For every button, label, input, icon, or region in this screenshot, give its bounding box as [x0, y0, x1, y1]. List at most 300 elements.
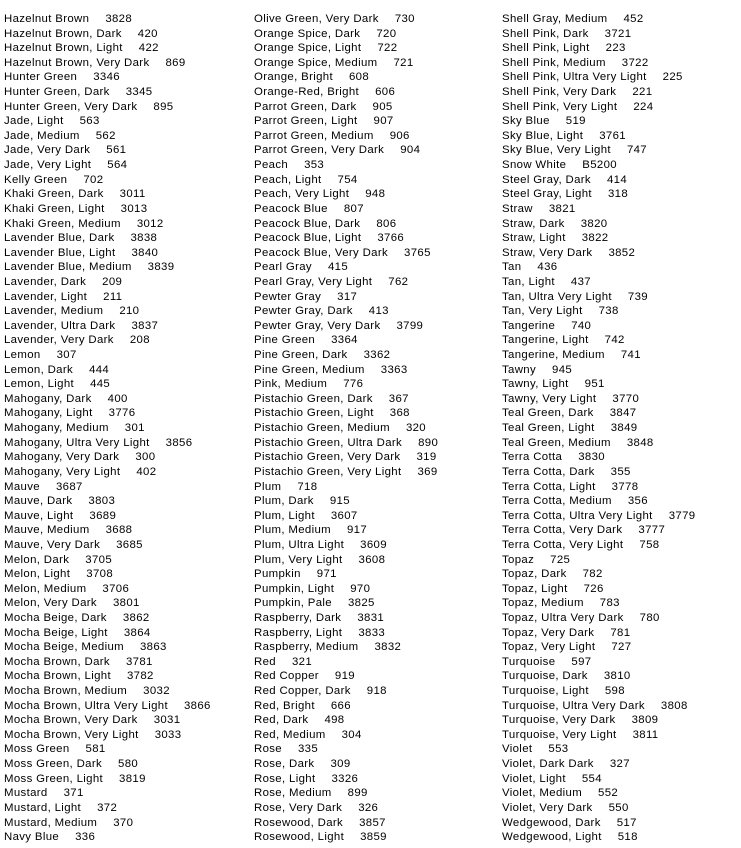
list-item	[254, 626, 499, 641]
color-name: Pewter Gray	[254, 290, 322, 303]
color-name: Hunter Green, Dark	[4, 86, 110, 99]
list-item	[4, 465, 249, 480]
color-name: Tan, Very Light	[502, 305, 583, 318]
list-item	[4, 27, 249, 42]
list-item	[502, 684, 741, 699]
list-item	[254, 231, 499, 246]
list-item	[4, 187, 249, 202]
color-code: 210	[119, 305, 140, 318]
color-name: Melon, Medium	[4, 582, 87, 595]
color-code: 3705	[85, 553, 113, 566]
color-code: 415	[327, 261, 349, 274]
list-item	[4, 217, 249, 232]
color-name: Jade, Medium	[4, 129, 80, 142]
color-name: Melon, Light	[4, 568, 71, 581]
list-item	[254, 772, 499, 787]
color-name: Pearl Gray, Very Light	[254, 275, 373, 288]
list-item	[502, 290, 741, 305]
color-code: 951	[584, 378, 605, 391]
color-name: Terra Cotta, Light	[502, 480, 596, 493]
color-code: 740	[571, 319, 592, 332]
color-code: 3363	[380, 363, 408, 376]
list-item	[254, 129, 499, 144]
list-item	[502, 363, 741, 378]
color-code: 782	[582, 568, 603, 581]
color-name: Hazelnut Brown	[4, 13, 90, 25]
list-item	[254, 187, 499, 202]
color-code: 3689	[89, 509, 117, 522]
list-item	[254, 114, 499, 129]
color-name: Mahogany, Dark	[4, 392, 92, 405]
color-code: 597	[571, 655, 592, 668]
color-code: 758	[639, 538, 660, 551]
color-code: 519	[565, 115, 586, 128]
color-name: Teal Green, Dark	[502, 407, 594, 420]
list-item	[4, 173, 249, 188]
color-name: Lemon, Light	[4, 378, 75, 391]
list-item	[502, 669, 741, 684]
color-code: 3839	[147, 261, 175, 274]
list-item	[502, 319, 741, 334]
color-name: Plum	[254, 480, 282, 493]
color-code: 945	[552, 363, 573, 376]
color-name: Tawny, Very Light	[502, 392, 597, 405]
color-code: 309	[330, 758, 351, 771]
color-name: Tangerine	[502, 319, 556, 332]
color-name: Jade, Very Dark	[4, 144, 91, 157]
color-name: Mocha Brown, Light	[4, 670, 111, 683]
color-name: Mauve, Light	[4, 509, 74, 522]
color-code: 3840	[131, 246, 159, 259]
list-item	[254, 757, 499, 772]
color-name: Raspberry, Dark	[254, 611, 342, 624]
color-code: 970	[350, 582, 371, 595]
column-1	[4, 12, 249, 845]
color-code: 742	[604, 334, 625, 347]
color-code: 400	[107, 392, 128, 405]
color-code: 3809	[631, 714, 659, 727]
list-item	[4, 143, 249, 158]
list-item	[502, 728, 741, 743]
color-code: 3859	[360, 831, 387, 844]
color-code: 3687	[55, 480, 83, 493]
color-name: Red, Dark	[254, 714, 309, 727]
list-item	[502, 655, 741, 670]
color-code: 3866	[184, 699, 211, 712]
color-code: 3833	[358, 626, 386, 639]
color-name: Melon, Very Dark	[4, 597, 97, 610]
list-item	[254, 611, 499, 626]
color-name: Mocha Brown, Medium	[4, 685, 128, 698]
list-item	[254, 786, 499, 801]
color-code: 3770	[612, 392, 640, 405]
color-name: Terra Cotta, Ultra Very Light	[502, 509, 653, 522]
color-name: Lavender, Very Dark	[4, 334, 114, 347]
list-item	[502, 816, 741, 831]
list-item	[502, 27, 741, 42]
color-code: 3848	[626, 436, 654, 449]
color-code: 414	[606, 173, 628, 186]
list-item	[254, 246, 499, 261]
color-name: Mocha Beige, Dark	[4, 611, 107, 624]
color-code: 552	[598, 787, 619, 800]
color-code: 3766	[377, 232, 405, 245]
color-name: Red Copper	[254, 670, 319, 683]
list-item	[502, 114, 741, 129]
color-code: 3033	[154, 728, 182, 741]
list-item	[254, 699, 499, 714]
list-item	[4, 509, 249, 524]
list-item	[502, 801, 741, 816]
color-name: Turquoise, Dark	[502, 670, 588, 683]
list-item	[502, 742, 741, 757]
color-name: Lavender Blue, Light	[4, 246, 116, 259]
list-item	[254, 173, 499, 188]
color-name: Mustard, Medium	[4, 816, 98, 829]
color-code: 517	[616, 816, 637, 829]
list-item	[4, 12, 249, 27]
color-name: Straw, Light	[502, 232, 566, 245]
color-name: Peacock Blue	[254, 202, 328, 215]
color-code: 722	[377, 42, 398, 55]
color-code: 3782	[126, 670, 154, 683]
color-code: 781	[610, 626, 631, 639]
color-name: Pewter Gray, Very Dark	[254, 319, 381, 332]
list-item	[4, 304, 249, 319]
color-name: Peacock Blue, Dark	[254, 217, 361, 230]
color-code: 518	[617, 831, 638, 844]
color-code: 208	[129, 334, 150, 347]
color-code: 741	[620, 349, 641, 362]
color-code: 754	[337, 173, 358, 186]
color-name: Orange Spice, Light	[254, 42, 362, 55]
color-code: 561	[106, 144, 127, 157]
color-name: Shell Pink, Light	[502, 42, 590, 55]
list-item	[254, 421, 499, 436]
list-item	[254, 304, 499, 319]
color-code: 918	[366, 685, 387, 698]
list-item	[254, 333, 499, 348]
list-item	[502, 640, 741, 655]
list-item	[254, 260, 499, 275]
color-code: 307	[56, 349, 77, 362]
color-code: 367	[388, 392, 409, 405]
color-code: 3857	[359, 816, 386, 829]
color-name: Sky Blue	[502, 115, 550, 128]
color-code: 320	[405, 422, 426, 435]
list-item	[502, 553, 741, 568]
list-item	[502, 494, 741, 509]
color-code: 3837	[131, 319, 159, 332]
column-2	[254, 12, 499, 845]
list-item	[502, 246, 741, 261]
color-code: 562	[95, 129, 116, 142]
color-code: 444	[89, 363, 110, 376]
color-code: 3838	[130, 232, 158, 245]
color-code: 906	[389, 129, 410, 142]
list-item	[4, 582, 249, 597]
color-name: Pumpkin	[254, 568, 301, 581]
color-code: 3364	[331, 334, 358, 347]
color-code: 730	[394, 13, 415, 25]
color-name: Lavender Blue, Dark	[4, 232, 115, 245]
color-code: 895	[153, 100, 174, 113]
color-code: 762	[388, 275, 409, 288]
color-code: 3779	[668, 509, 696, 522]
color-code: 371	[63, 787, 84, 800]
list-item	[502, 538, 741, 553]
color-name: Pine Green	[254, 334, 316, 347]
color-name: Pine Green, Dark	[254, 349, 348, 362]
color-name: Steel Gray, Dark	[502, 173, 591, 186]
list-item	[4, 480, 249, 495]
list-item	[254, 56, 499, 71]
color-name: Pewter Gray, Dark	[254, 305, 353, 318]
color-code: 890	[418, 436, 439, 449]
color-name: Red, Medium	[254, 728, 326, 741]
color-code: 899	[347, 787, 368, 800]
color-code: 3326	[331, 772, 359, 785]
color-code: 721	[393, 56, 414, 69]
list-item	[4, 41, 249, 56]
color-name: Orange Spice, Medium	[254, 56, 378, 69]
color-code: 971	[316, 568, 337, 581]
list-item	[254, 596, 499, 611]
color-code: 3847	[609, 407, 637, 420]
list-item	[254, 480, 499, 495]
list-item	[502, 450, 741, 465]
list-item	[254, 41, 499, 56]
color-code: 563	[79, 115, 100, 128]
color-name: Tangerine, Medium	[502, 349, 605, 362]
list-item	[4, 436, 249, 451]
color-name: Tawny, Light	[502, 378, 569, 391]
color-name: Jade, Light	[4, 115, 64, 128]
color-code: 726	[583, 582, 604, 595]
list-item	[502, 626, 741, 641]
list-item	[4, 158, 249, 173]
list-item	[502, 436, 741, 451]
color-name: Mauve, Dark	[4, 495, 73, 508]
color-code: 3856	[165, 436, 193, 449]
color-code: 304	[341, 728, 362, 741]
color-name: Kelly Green	[4, 173, 68, 186]
color-code: 727	[611, 641, 632, 654]
list-item	[502, 348, 741, 363]
color-name: Topaz, Dark	[502, 568, 567, 581]
color-name: Pistachio Green, Very Dark	[254, 451, 401, 464]
list-item	[254, 450, 499, 465]
color-name: Straw, Very Dark	[502, 246, 593, 259]
list-item	[4, 611, 249, 626]
color-name: Plum, Ultra Light	[254, 538, 345, 551]
color-code: 372	[97, 801, 118, 814]
color-code: 3799	[396, 319, 424, 332]
color-name: Pistachio Green, Medium	[254, 422, 390, 435]
color-name: Hunter Green	[4, 71, 78, 84]
list-item	[254, 830, 499, 845]
list-item	[502, 465, 741, 480]
color-code: 3609	[360, 538, 387, 551]
color-code: 739	[627, 290, 648, 303]
list-item	[502, 611, 741, 626]
color-code: 211	[103, 290, 123, 303]
list-item	[502, 70, 741, 85]
color-name: Pine Green, Medium	[254, 363, 365, 376]
color-name: Teal Green, Medium	[502, 436, 611, 449]
color-code: 3013	[120, 202, 148, 215]
color-code: 554	[581, 772, 602, 785]
color-code: 3032	[143, 685, 170, 698]
list-item	[4, 816, 249, 831]
list-item	[502, 699, 741, 714]
list-item	[502, 582, 741, 597]
color-code: 598	[604, 685, 625, 698]
color-name: Lemon, Dark	[4, 363, 74, 376]
color-name: Tan, Light	[502, 275, 555, 288]
color-code: 353	[304, 159, 325, 172]
color-name: Rose, Medium	[254, 787, 332, 800]
list-item	[502, 12, 741, 27]
color-code: 3346	[93, 71, 120, 84]
color-name: Mustard, Light	[4, 801, 82, 814]
list-item	[4, 801, 249, 816]
color-name: Parrot Green, Medium	[254, 129, 374, 142]
color-name: Tangerine, Light	[502, 334, 589, 347]
color-name: Topaz	[502, 553, 535, 566]
list-item	[254, 640, 499, 655]
color-name: Khaki Green, Medium	[4, 217, 121, 230]
color-code: 608	[348, 71, 370, 84]
color-name: Tan	[502, 261, 522, 274]
list-item	[4, 202, 249, 217]
list-item	[502, 85, 741, 100]
color-name: Moss Green, Light	[4, 772, 104, 785]
list-item	[254, 70, 499, 85]
list-item	[4, 70, 249, 85]
color-name: Orange Spice, Dark	[254, 27, 361, 40]
color-code: 3778	[611, 480, 639, 493]
color-code: 702	[83, 173, 104, 186]
color-code: 3706	[102, 582, 130, 595]
color-name: Snow White	[502, 159, 567, 172]
color-code: 725	[550, 553, 571, 566]
color-code: 355	[610, 465, 631, 478]
list-item	[4, 699, 249, 714]
list-item	[4, 772, 249, 787]
list-item	[502, 202, 741, 217]
list-item	[4, 231, 249, 246]
color-name: Lavender, Dark	[4, 275, 87, 288]
color-code: 321	[291, 655, 313, 668]
list-item	[254, 684, 499, 699]
color-name: Mocha Brown, Dark	[4, 655, 110, 668]
list-item	[4, 392, 249, 407]
color-code: 370	[113, 816, 134, 829]
color-name: Red Copper, Dark	[254, 685, 351, 698]
list-item	[254, 406, 499, 421]
color-name: Rose	[254, 743, 282, 756]
color-name: Topaz, Very Dark	[502, 626, 595, 639]
color-name: Mocha Beige, Light	[4, 626, 108, 639]
color-name: Pistachio Green, Ultra Dark	[254, 436, 403, 449]
color-code: 3777	[638, 524, 666, 537]
list-item	[502, 231, 741, 246]
color-name: Rosewood, Light	[254, 831, 345, 844]
list-item	[4, 319, 249, 334]
color-code: 3685	[116, 538, 143, 551]
list-item	[502, 421, 741, 436]
list-item	[4, 421, 249, 436]
color-name: Peach, Light	[254, 173, 322, 186]
list-item	[502, 713, 741, 728]
list-item	[502, 333, 741, 348]
color-code: 300	[135, 451, 156, 464]
list-item	[502, 217, 741, 232]
color-code: 3708	[86, 568, 114, 581]
color-name: Mahogany, Very Dark	[4, 451, 120, 464]
color-code: 422	[138, 42, 159, 55]
list-item	[502, 56, 741, 71]
list-item	[254, 436, 499, 451]
list-item	[502, 523, 741, 538]
color-code: 327	[609, 758, 630, 771]
list-item	[4, 363, 249, 378]
color-name: Plum, Light	[254, 509, 315, 522]
color-code: 919	[334, 670, 355, 683]
list-item	[254, 494, 499, 509]
color-code: B5200	[582, 159, 617, 172]
color-name: Rose, Very Dark	[254, 801, 343, 814]
color-code: 3765	[404, 246, 431, 259]
color-name: Plum, Very Light	[254, 553, 343, 566]
list-item	[254, 202, 499, 217]
color-name: Hazelnut Brown, Very Dark	[4, 56, 150, 69]
color-code: 3822	[581, 232, 609, 245]
list-item	[254, 523, 499, 538]
color-name: Navy Blue	[4, 831, 60, 844]
color-code: 3810	[603, 670, 631, 683]
color-name: Red, Bright	[254, 699, 315, 712]
color-name: Moss Green, Dark	[4, 758, 103, 771]
list-item	[254, 742, 499, 757]
color-code: 369	[417, 465, 438, 478]
color-code: 580	[118, 758, 139, 771]
list-item	[254, 582, 499, 597]
color-code: 3345	[125, 86, 153, 99]
color-code: 3721	[604, 27, 632, 40]
color-code: 869	[165, 56, 186, 69]
color-code: 747	[626, 144, 647, 157]
list-item	[254, 816, 499, 831]
list-item	[254, 669, 499, 684]
color-name: Violet, Dark Dark	[502, 758, 594, 771]
list-item	[254, 655, 499, 670]
color-name: Violet, Medium	[502, 787, 583, 800]
list-item	[254, 567, 499, 582]
color-code: 445	[90, 378, 111, 391]
color-name: Peach, Very Light	[254, 188, 350, 201]
color-name: Terra Cotta, Dark	[502, 465, 595, 478]
color-code: 3781	[125, 655, 153, 668]
color-code: 368	[389, 407, 410, 420]
color-name: Terra Cotta, Medium	[502, 495, 612, 508]
color-name: Shell Pink, Very Light	[502, 100, 618, 113]
color-code: 3820	[580, 217, 608, 230]
color-code: 806	[376, 217, 397, 230]
color-code: 3761	[599, 129, 626, 142]
list-item	[4, 100, 249, 115]
